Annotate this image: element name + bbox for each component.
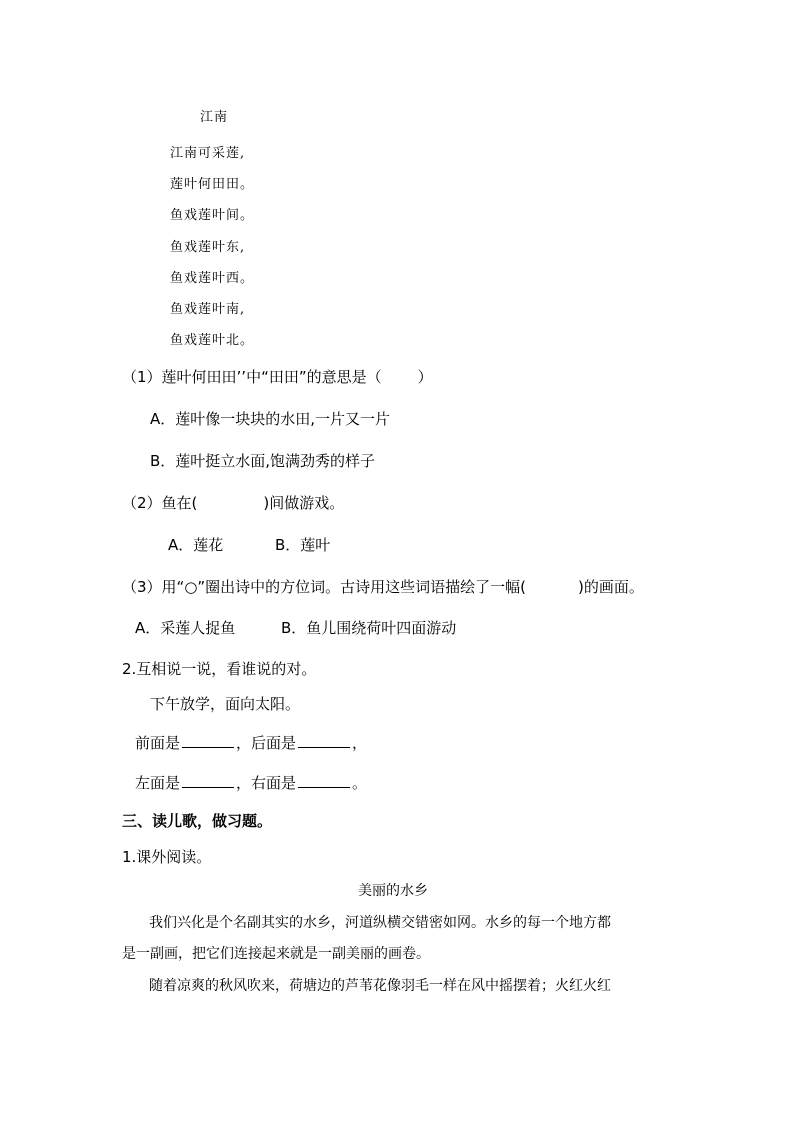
poem-line: 鱼戏莲叶西。 bbox=[170, 271, 255, 286]
question-2-option-a: A．莲花 bbox=[168, 536, 224, 554]
poem-line: 鱼戏莲叶东, bbox=[170, 240, 246, 255]
question-1-option-a: A．莲叶像一块块的水田,一片又一片 bbox=[150, 410, 391, 428]
question-1-close: ） bbox=[417, 368, 433, 386]
left-right-line bbox=[135, 773, 367, 793]
article-paragraph-line: 随着凉爽的秋风吹来，荷塘边的芦苇花像羽毛一样在风中摇摆着；火红火红 bbox=[149, 978, 611, 994]
poem-line: 鱼戏莲叶南, bbox=[170, 302, 246, 317]
question-3-close: )的画面。 bbox=[578, 578, 644, 596]
front-label: 前面是 bbox=[135, 734, 181, 752]
poem-line: 莲叶何田田。 bbox=[170, 177, 255, 192]
question-1 bbox=[122, 367, 433, 387]
question-3-option-b: B．鱼儿围绕荷叶四面游动 bbox=[281, 619, 457, 637]
front-answer-blank[interactable] bbox=[182, 733, 234, 748]
question-3-prompt: （3）用“○”圈出诗中的方位词。古诗用这些词语描绘了一幅( bbox=[122, 578, 527, 596]
right-label: ，右面是 bbox=[236, 774, 297, 792]
left-label: 左面是 bbox=[135, 774, 181, 792]
question-2-close: )间做游戏。 bbox=[263, 494, 345, 512]
question-2-option-b: B．莲叶 bbox=[275, 536, 331, 554]
question-1-option-b: B．莲叶挺立水面,饱满劲秀的样子 bbox=[150, 452, 376, 470]
question-2-prompt: （2）鱼在( bbox=[122, 494, 198, 512]
section-3-sub: 1.课外阅读。 bbox=[122, 848, 212, 866]
poem-title: 江南 bbox=[200, 110, 229, 125]
end-mark: 。 bbox=[352, 774, 368, 792]
poem-line: 鱼戏莲叶北。 bbox=[170, 333, 255, 348]
back-label: ，后面是 bbox=[236, 734, 297, 752]
question-1-prompt: （1）莲叶何田田’’中“田田”的意思是（ bbox=[122, 368, 382, 386]
article-title: 美丽的水乡 bbox=[358, 883, 428, 899]
section-2-heading: 2.互相说一说，看谁说的对。 bbox=[122, 660, 317, 678]
section-2-scenario: 下午放学，面向太阳。 bbox=[150, 695, 301, 713]
article-paragraph-line: 我们兴化是个名副其实的水乡，河道纵横交错密如网。水乡的每一个地方都 bbox=[149, 915, 611, 931]
right-answer-blank[interactable] bbox=[298, 773, 350, 788]
back-answer-blank[interactable] bbox=[298, 733, 350, 748]
poem-line: 鱼戏莲叶间。 bbox=[170, 208, 255, 223]
poem-line: 江南可采莲, bbox=[170, 146, 246, 161]
question-3 bbox=[122, 577, 644, 597]
section-3-heading: 三、读儿歌，做习题。 bbox=[122, 812, 273, 830]
front-back-line bbox=[135, 733, 367, 753]
article-paragraph-line: 是一副画，把它们连接起来就是一副美丽的画卷。 bbox=[122, 946, 430, 962]
separator: ， bbox=[352, 734, 368, 752]
question-3-option-a: A．采莲人捉鱼 bbox=[135, 619, 236, 637]
left-answer-blank[interactable] bbox=[182, 773, 234, 788]
question-2 bbox=[122, 493, 344, 513]
